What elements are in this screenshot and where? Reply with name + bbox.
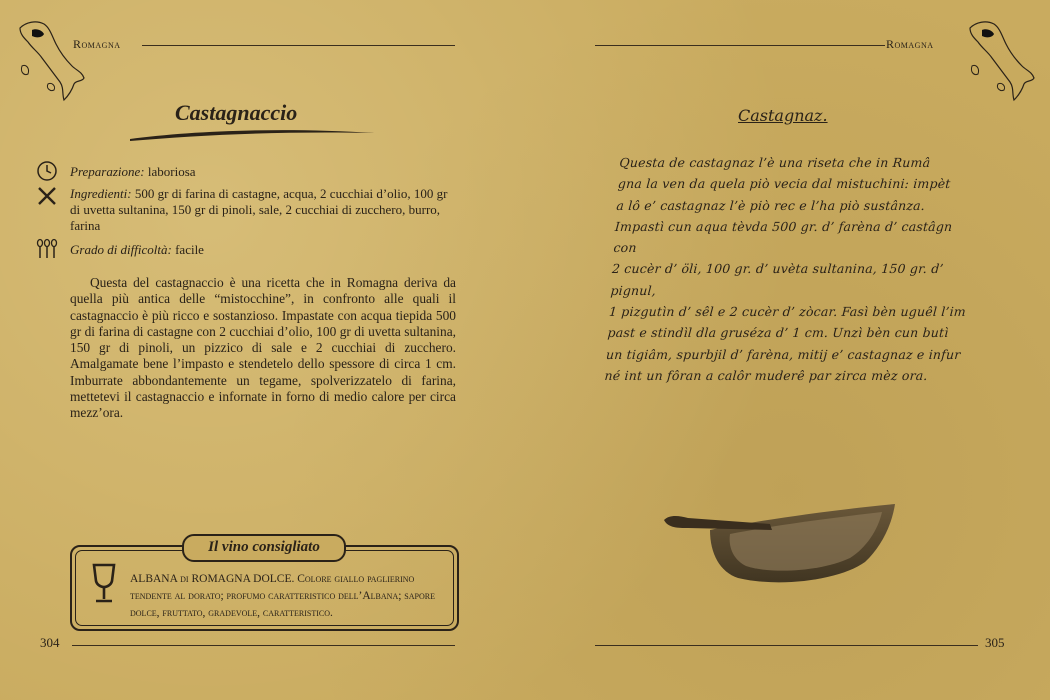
hand-line: 1 pizgutìn d’ sêl e 2 cucèr d’ zòcar. Fasì bèn uguêl l’im (608, 304, 967, 320)
header-rule (142, 45, 455, 46)
title-swoosh (130, 125, 380, 143)
italy-map-icon-right (962, 14, 1038, 106)
footer-rule-left (72, 645, 455, 646)
wine-heading: Il vino consigliato (182, 534, 346, 562)
handwritten-recipe (604, 152, 982, 386)
pan-illustration (660, 490, 900, 590)
italy-map-icon (12, 14, 88, 106)
hand-line: un tigiâm, spurbjil d’ farèna, mitij e’ castagnaz e infur (605, 346, 962, 362)
page-number-right: 305 (985, 635, 1005, 650)
cutlery-icon (36, 185, 58, 207)
footer-rule-right (595, 645, 978, 646)
hand-line: a lô e’ castagnaz l’è piò rec e l’ha piò sustânza. (615, 197, 926, 213)
prep-value: laboriosa (144, 164, 196, 179)
right-page (530, 0, 1050, 700)
handwritten-title: Castagnaz. (738, 106, 828, 125)
left-page (0, 0, 520, 700)
spoons-icon (36, 238, 58, 260)
wine-description: ALBANA di ROMAGNA DOLCE. Colore giallo paglierino tendente al dorato; profumo caratteristico dell’Albana; sapore dolce, fruttato, gradevole, caratteristico. (130, 573, 435, 619)
running-header: Romagna (73, 37, 121, 51)
wine-glass-icon (91, 563, 117, 605)
clock-icon (36, 160, 58, 182)
hand-line: Impastì cun aqua tèvda 500 gr. d’ farèna d’ castâgn con (612, 218, 953, 256)
prep-label: Preparazione: (70, 164, 145, 179)
header-rule-right (595, 45, 885, 46)
page-number-left: 304 (40, 635, 60, 650)
hand-line: 2 cucèr d’ öli, 100 gr. d’ uvèta sultanina, 150 gr. d’ pignul, (609, 261, 945, 298)
ingredients-row (70, 186, 458, 234)
recipe-body: Questa del castagnaccio è una ricetta che in Romagna deriva da quella più antica delle “mistocchine”, in confronto alle quali il castagnaccio è più ricco e sostanzioso. Impastate con acqua tiepida 500 gr di farina di castagne con 2 cucchiai d’olio, 100 gr di uvetta sultanina, 150 gr di pinoli, un pizzico di sale e 2 cucchiai di zucchero. Amalgamate bene l’impasto e stendetelo dello spessore di circa 1 cm. Imburrate abbondantemente un tegame, spolverizzatelo di farina, mettetevi il castagnaccio e infornate in forno di medio calore per circa mezz’ora. (70, 275, 456, 421)
running-header-right: Romagna (886, 37, 934, 51)
difficulty-label: Grado di difficoltà: (70, 242, 172, 257)
hand-line: né int un fôran a calôr muderê par zirca mèz ora. (604, 367, 929, 383)
hand-line: past e stindìl dla gruséza d’ 1 cm. Unzì bèn cun butì (607, 325, 950, 341)
prep-row (70, 164, 458, 180)
hand-line: gna la ven da quela piò vecia dal mistuchini: impèt (617, 176, 952, 192)
ingredients-value: 500 gr di farina di castagne, acqua, 2 cucchiai d’olio, 100 gr di uvetta sultanina, 150 gr di pinoli, sale, 2 cucchiai di zucchero, burro, farina (70, 186, 448, 233)
ingredients-label: Ingredienti: (70, 186, 132, 201)
hand-line: Questa de castagnaz l’è una riseta che in Rumâ (618, 155, 931, 170)
difficulty-value: facile (171, 242, 204, 257)
recipe-title: Castagnaccio (175, 100, 298, 125)
difficulty-row (70, 242, 458, 258)
